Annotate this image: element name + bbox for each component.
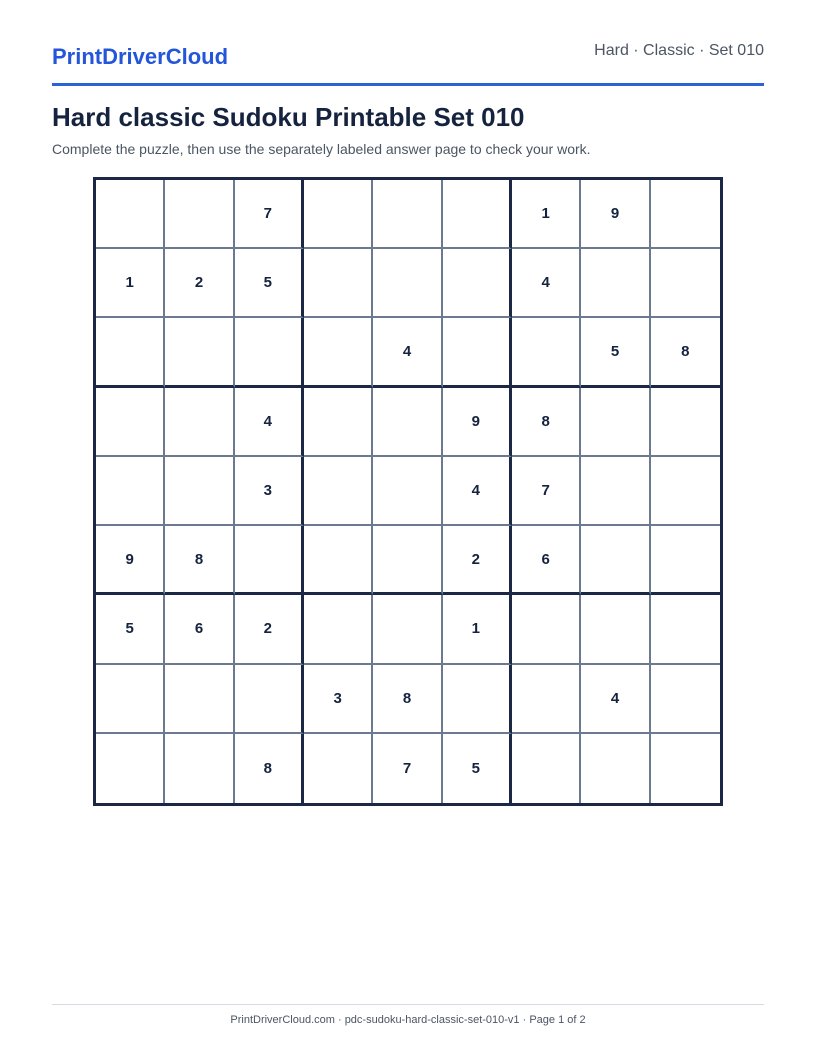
sudoku-cell xyxy=(373,180,442,249)
sudoku-cell: 5 xyxy=(96,595,165,664)
sudoku-cell xyxy=(96,388,165,457)
sudoku-cell xyxy=(512,595,581,664)
sudoku-cell xyxy=(165,734,234,803)
sudoku-cell: 7 xyxy=(373,734,442,803)
sudoku-cell xyxy=(512,665,581,734)
sudoku-cell xyxy=(96,180,165,249)
sudoku-cell xyxy=(96,318,165,387)
sudoku-cell xyxy=(96,734,165,803)
sudoku-cell xyxy=(373,249,442,318)
sudoku-cell xyxy=(651,665,720,734)
sudoku-cell xyxy=(235,665,304,734)
sudoku-cell xyxy=(304,249,373,318)
sudoku-cell xyxy=(512,734,581,803)
sudoku-cell xyxy=(581,734,650,803)
sudoku-cell xyxy=(581,249,650,318)
sudoku-cell xyxy=(304,318,373,387)
sudoku-cell xyxy=(651,734,720,803)
sudoku-cell: 4 xyxy=(443,457,512,526)
sudoku-cell xyxy=(651,180,720,249)
sudoku-cell: 4 xyxy=(373,318,442,387)
sudoku-cell xyxy=(235,318,304,387)
sudoku-cell: 8 xyxy=(165,526,234,595)
sudoku-cell: 7 xyxy=(512,457,581,526)
sudoku-cell xyxy=(512,318,581,387)
breadcrumb: Hard · Classic · Set 010 xyxy=(594,42,764,59)
sudoku-cell: 5 xyxy=(443,734,512,803)
header-divider xyxy=(52,83,764,86)
sudoku-cell: 4 xyxy=(235,388,304,457)
sudoku-cell xyxy=(304,388,373,457)
sudoku-cell: 2 xyxy=(443,526,512,595)
sudoku-cell xyxy=(443,180,512,249)
sudoku-cell xyxy=(651,388,720,457)
sudoku-cell: 1 xyxy=(443,595,512,664)
sudoku-cell: 2 xyxy=(235,595,304,664)
sudoku-cell xyxy=(373,457,442,526)
sudoku-cell xyxy=(373,595,442,664)
sudoku-cell xyxy=(165,318,234,387)
sudoku-cell: 5 xyxy=(235,249,304,318)
footer-divider xyxy=(52,1004,764,1005)
sudoku-cell xyxy=(373,526,442,595)
sudoku-cell xyxy=(304,734,373,803)
sudoku-cell xyxy=(304,526,373,595)
sudoku-cell xyxy=(581,457,650,526)
brand-logo: PrintDriverCloud xyxy=(52,44,229,69)
sudoku-cell: 4 xyxy=(512,249,581,318)
sudoku-cell xyxy=(651,249,720,318)
sudoku-cell xyxy=(304,180,373,249)
sudoku-cell: 9 xyxy=(96,526,165,595)
sudoku-cell xyxy=(304,595,373,664)
sudoku-cell xyxy=(443,665,512,734)
sudoku-cell xyxy=(373,388,442,457)
sudoku-cell: 6 xyxy=(165,595,234,664)
sudoku-cell: 7 xyxy=(235,180,304,249)
sudoku-cell: 8 xyxy=(235,734,304,803)
sudoku-cell xyxy=(96,665,165,734)
sudoku-cell: 2 xyxy=(165,249,234,318)
sudoku-cell xyxy=(581,388,650,457)
sudoku-cell: 8 xyxy=(512,388,581,457)
page-footer: PrintDriverCloud.com · pdc-sudoku-hard-classic-set-010-v1 · Page 1 of 2 xyxy=(230,1014,586,1026)
sudoku-cell: 3 xyxy=(304,665,373,734)
sudoku-cell: 4 xyxy=(581,665,650,734)
sudoku-cell xyxy=(581,526,650,595)
sudoku-cell xyxy=(96,457,165,526)
page-title: Hard classic Sudoku Printable Set 010 xyxy=(52,102,525,132)
sudoku-cell xyxy=(304,457,373,526)
sudoku-cell xyxy=(581,595,650,664)
sudoku-cell: 9 xyxy=(581,180,650,249)
sudoku-cell xyxy=(235,526,304,595)
sudoku-cell xyxy=(443,318,512,387)
sudoku-cell xyxy=(165,665,234,734)
sudoku-cell xyxy=(165,180,234,249)
sudoku-cell: 8 xyxy=(373,665,442,734)
sudoku-cell: 5 xyxy=(581,318,650,387)
sudoku-cell xyxy=(443,249,512,318)
sudoku-cell xyxy=(651,457,720,526)
sudoku-cell xyxy=(651,526,720,595)
sudoku-cell: 9 xyxy=(443,388,512,457)
sudoku-cell: 1 xyxy=(96,249,165,318)
sudoku-cell: 1 xyxy=(512,180,581,249)
sudoku-cell: 6 xyxy=(512,526,581,595)
sudoku-cell: 3 xyxy=(235,457,304,526)
page-subtitle: Complete the puzzle, then use the separately labeled answer page to check your work. xyxy=(52,141,591,157)
sudoku-cell xyxy=(651,595,720,664)
sudoku-cell: 8 xyxy=(651,318,720,387)
sudoku-cell xyxy=(165,457,234,526)
sudoku-cell xyxy=(165,388,234,457)
sudoku-board xyxy=(93,177,723,806)
